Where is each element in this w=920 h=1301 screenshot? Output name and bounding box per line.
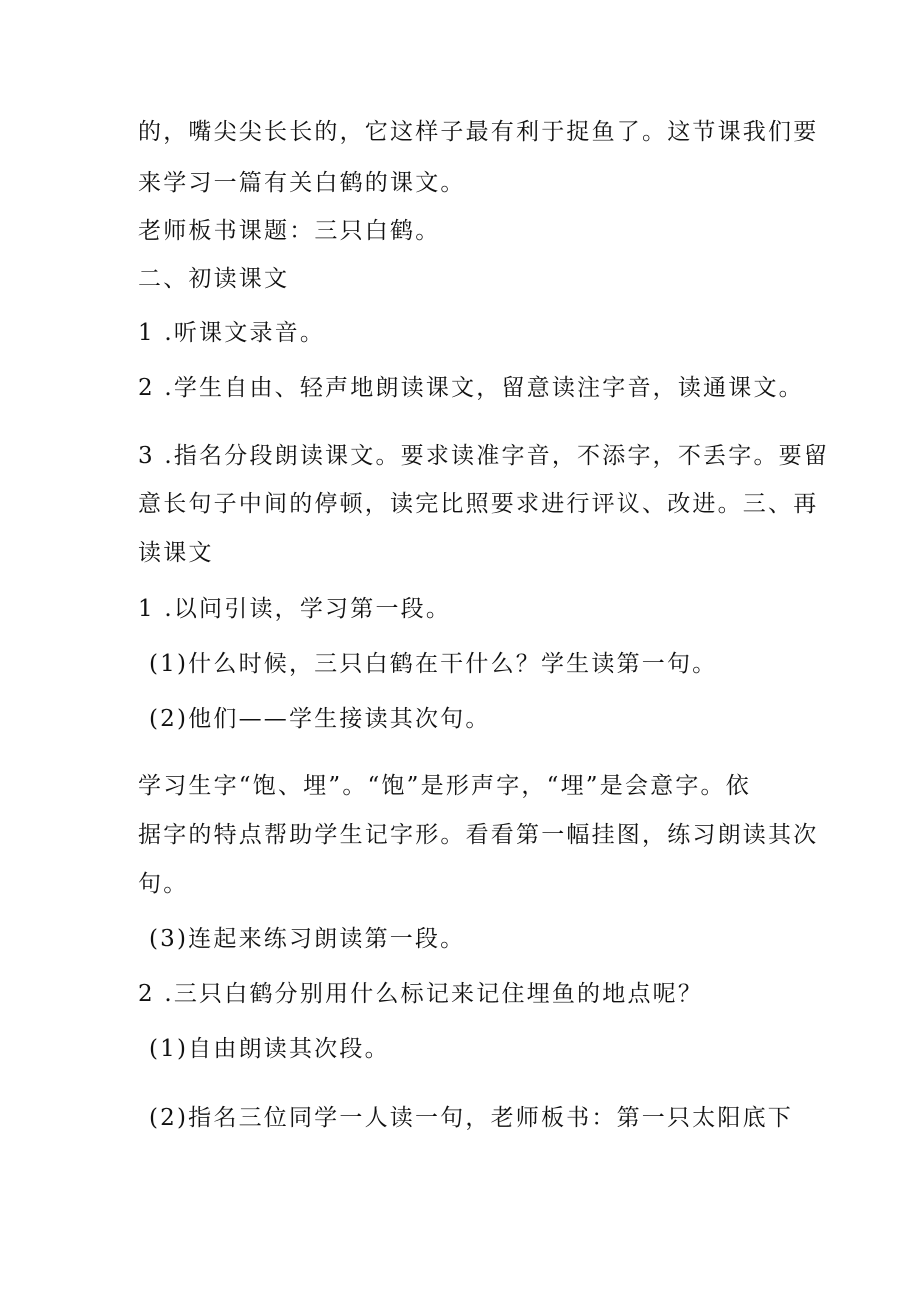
text-line: 句。 bbox=[138, 871, 189, 897]
sub-list-item: (1)什么时候，三只白鹤在干什么？学生读第一句。 bbox=[149, 651, 718, 677]
list-item: 3 .指名分段朗读课文。要求读准字音，不添字，不丢字。要留 bbox=[138, 443, 830, 469]
text-line: 据字的特点帮助学生记字形。看看第一幅挂图，练习朗读其次 bbox=[138, 822, 819, 848]
text-line: 来学习一篇有关白鹤的课文。 bbox=[138, 170, 466, 196]
text-line: 意长句子中间的停顿，读完比照要求进行评议、改进。三、再 bbox=[138, 491, 819, 517]
text-line: 学习生字“饱、埋”。“饱”是形声字，“埋”是会意字。依 bbox=[138, 773, 751, 799]
list-item: 2 .学生自由、轻声地朗读课文，留意读注字音，读通课文。 bbox=[138, 375, 804, 401]
list-item: 1 .以问引读，学习第一段。 bbox=[138, 596, 452, 622]
section-heading: 二、初读课文 bbox=[138, 266, 290, 292]
sub-list-item: (2)他们——学生接读其次句。 bbox=[149, 706, 491, 732]
list-item: 2 .三只白鹤分别用什么标记来记住埋鱼的地点呢？ bbox=[138, 981, 704, 1007]
list-item: 1 .听课文录音。 bbox=[138, 320, 326, 346]
text-line: 读课文 bbox=[138, 540, 214, 566]
text-line: 的，嘴尖尖长长的，它这样子最有利于捉鱼了。这节课我们要 bbox=[138, 119, 819, 145]
sub-list-item: (3)连起来练习朗读第一段。 bbox=[149, 926, 466, 952]
sub-list-item: (2)指名三位同学一人读一句，老师板书：第一只太阳底下 bbox=[149, 1105, 793, 1131]
text-line: 老师板书课题：三只白鹤。 bbox=[138, 218, 441, 244]
sub-list-item: (1)自由朗读其次段。 bbox=[149, 1036, 390, 1062]
